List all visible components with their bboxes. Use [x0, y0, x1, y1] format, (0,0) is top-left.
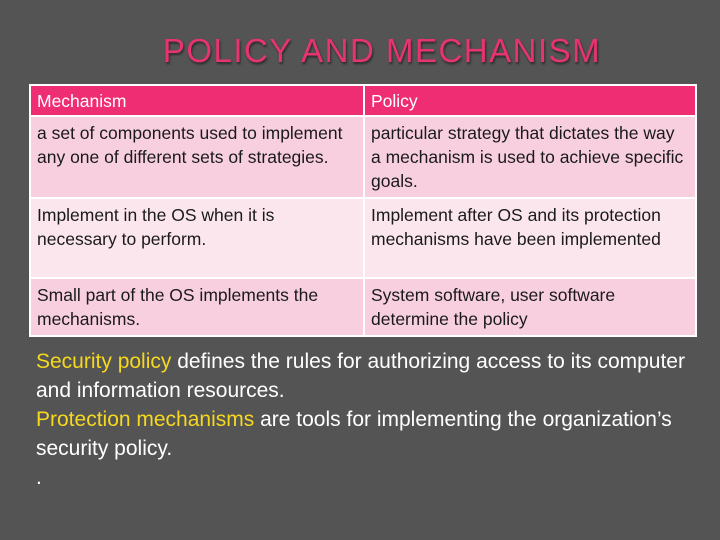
table-cell: Small part of the OS implements the mechanisms.: [30, 278, 364, 336]
security-policy-paragraph: [36, 347, 706, 405]
header-mechanism: Mechanism: [30, 85, 364, 116]
table-row: [30, 198, 696, 278]
protection-mechanisms-paragraph: [36, 405, 706, 463]
security-policy-definition: defines the rules for authorizing access to its computer and information resources.: [36, 350, 685, 402]
comparison-table: [29, 84, 697, 337]
table-row: [30, 278, 696, 336]
header-policy: Policy: [364, 85, 696, 116]
table-header-row: [30, 85, 696, 116]
trailing-period: .: [36, 466, 42, 489]
table-cell: particular strategy that dictates the way a mechanism is used to achieve specific goals.: [364, 116, 696, 198]
security-policy-term: Security policy: [36, 350, 172, 373]
protection-mechanisms-definition: are tools for implementing the organization’s security policy.: [36, 408, 672, 460]
body-text: [36, 347, 706, 492]
table-cell: System software, user software determine the policy: [364, 278, 696, 336]
table-cell: a set of components used to implement any one of different sets of strategies.: [30, 116, 364, 198]
table-cell: Implement after OS and its protection mechanisms have been implemented: [364, 198, 696, 278]
table-row: [30, 116, 696, 198]
protection-mechanisms-term: Protection mechanisms: [36, 408, 255, 431]
slide-title: POLICY AND MECHANISM: [162, 32, 602, 69]
table-cell: Implement in the OS when it is necessary to perform.: [30, 198, 364, 278]
